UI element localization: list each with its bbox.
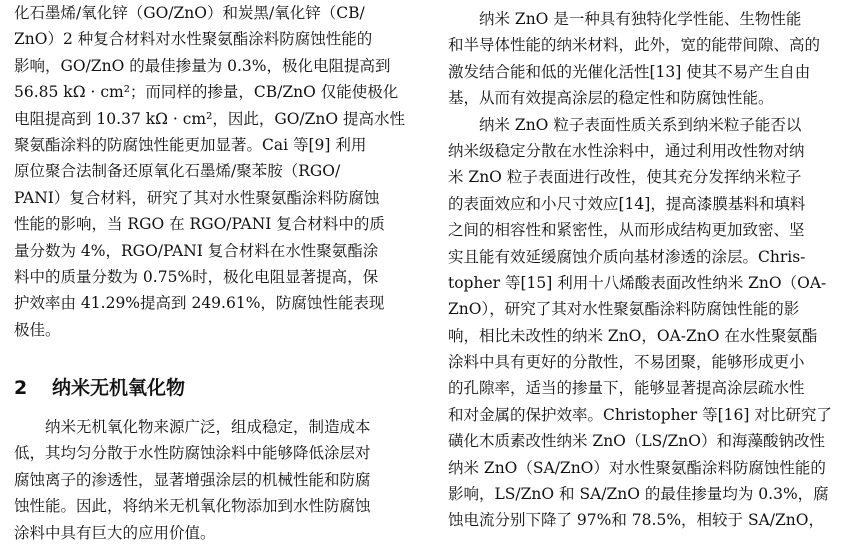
paragraph-line: 磺化木质素改性纳米 ZnO（LS/ZnO）和海藻酸钠改性 <box>448 432 825 451</box>
paragraph-line: 基，从而有效提高涂层的稳定性和防腐蚀性能。 <box>448 89 774 108</box>
paragraph-line: 之间的相容性和紧密性，从而形成结构更加致密、坚 <box>448 221 805 240</box>
paragraph-line: 纳米级稳定分散在水性涂料中，通过利用改性物对纳 <box>448 141 805 160</box>
left-column-top <box>14 0 414 343</box>
paragraph-line: 米 ZnO 粒子表面进行改性，使其充分发挥纳米粒子 <box>448 168 802 187</box>
paragraph-line: 涂料中具有更好的分散性，不易团聚，能够形成更小 <box>448 353 805 372</box>
paragraph-line: 实且能有效延缓腐蚀介质向基材渗透的涂层。Chris- <box>448 247 806 266</box>
paragraph-line: 性能的影响，当 RGO 在 RGO/PANI 复合材料中的质 <box>14 215 385 234</box>
section-number: 2 <box>14 377 28 399</box>
paragraph-line: 量分数为 4%，RGO/PANI 复合材料在水性聚氨酯涂 <box>14 241 379 260</box>
paragraph-line: 料中的质量分数为 0.75%时，极化电阻显著提高，保 <box>14 267 379 286</box>
paragraph-line: 和对金属的保护效率。Christopher 等[16] 对比研究了 <box>448 405 832 424</box>
paragraph-line: 化石墨烯/氧化锌（GO/ZnO）和炭黑/氧化锌（CB/ <box>14 4 365 22</box>
paragraph-line: 纳米无机氧化物来源广泛，组成稳定，制造成本 <box>45 418 371 436</box>
paragraph-line: 的表面效应和小尺寸效应[14]，提高漆膜基料和填料 <box>448 194 806 213</box>
paragraph-line: 影响，GO/ZnO 的最佳掺量为 0.3%，极化电阻提高到 <box>14 56 391 75</box>
left-column-section <box>14 364 414 546</box>
paragraph-line: 蚀性能。因此，将纳米无机氧化物添加到水性防腐蚀 <box>14 497 371 516</box>
paragraph-line: 响，相比未改性的纳米 ZnO，OA-ZnO 在水性聚氨酯 <box>448 326 818 345</box>
paragraph-line: 纳米 ZnO（SA/ZnO）对水性聚氨酯涂料防腐蚀性能的 <box>448 458 826 477</box>
paragraph-line: 纳米 ZnO 粒子表面性质关系到纳米粒子能否以 <box>479 115 802 134</box>
paragraph-line: 极佳。 <box>14 320 61 339</box>
paragraph-line: 腐蚀离子的渗透性，显著增强涂层的机械性能和防腐 <box>14 470 371 489</box>
paragraph-line: 低，其均匀分散于水性防腐蚀涂料中能够降低涂层对 <box>14 444 371 463</box>
paragraph-line: ZnO），研究了其对水性聚氨酯涂料防腐蚀性能的影 <box>448 300 800 319</box>
paragraph-line: 聚氨酯涂料的防腐蚀性能更加显著。Cai 等[9] 利用 <box>14 135 367 154</box>
paragraph-line: 原位聚合法制备还原氧化石墨烯/聚苯胺（RGO/ <box>14 162 341 181</box>
section-title: 纳米无机氧化物 <box>52 377 186 399</box>
paragraph-line: 和半导体性能的纳米材料，此外，宽的能带间隙、高的 <box>448 36 821 55</box>
paragraph-line: PANI）复合材料，研究了其对水性聚氨酯涂料防腐蚀 <box>14 188 380 207</box>
paragraph-line: 56.85 kΩ · cm²；而同样的掺量，CB/ZnO 仅能使极化 <box>14 83 399 102</box>
paragraph-line: 激发结合能和低的光催化活性[13] 使其不易产生自由 <box>448 62 811 81</box>
paragraph-line: 蚀电流分别下降了 97%和 78.5%，相较于 SA/ZnO， <box>448 511 824 530</box>
paragraph-line: 影响，LS/ZnO 和 SA/ZnO 的最佳掺量均为 0.3%，腐 <box>448 485 829 504</box>
paragraph-line: 护效率由 41.29%提高到 249.61%，防腐蚀性能表现 <box>14 294 385 313</box>
paragraph-line: ZnO）2 种复合材料对水性聚氨酯涂料防腐蚀性能的 <box>14 30 373 49</box>
paragraph-line: 纳米 ZnO 是一种具有独特化学性能、生物性能 <box>479 10 802 28</box>
paragraph-line: topher 等[15] 利用十八烯酸表面改性纳米 ZnO（OA- <box>448 273 827 292</box>
paragraph-line: 的孔隙率，适当的掺量下，能够显著提高涂层疏水性 <box>448 379 805 398</box>
right-column <box>448 6 848 534</box>
paragraph-line: 涂料中具有巨大的应用价值。 <box>14 523 216 542</box>
section-heading <box>14 368 414 408</box>
paragraph-line: 电阻提高到 10.37 kΩ · cm²，因此，GO/ZnO 提高水性 <box>14 109 406 128</box>
